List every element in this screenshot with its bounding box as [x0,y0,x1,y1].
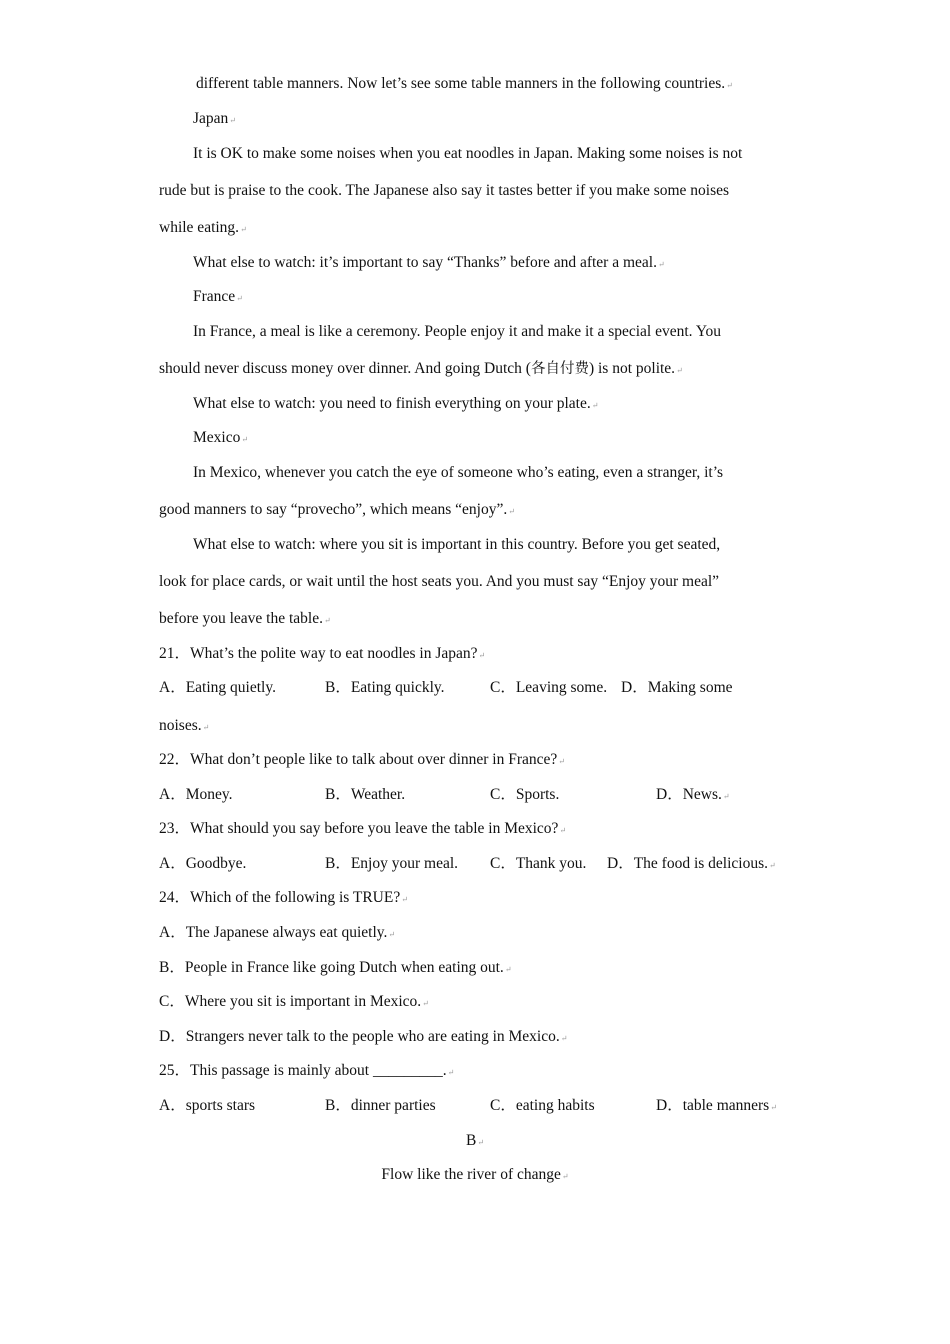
question-21-option-d-wrap: noises.↵ [159,717,210,734]
paragraph-mark: ↵ [560,1034,568,1043]
question-22-stem: 22．What don’t people like to talk about over dinner in France?↵ [159,751,565,768]
paragraph-mark: ↵ [241,435,249,444]
paragraph-mark: ↵ [323,616,331,625]
question-25-option-c[interactable]: C．eating habits [490,1097,595,1114]
paragraph-mark: ↵ [202,723,210,732]
question-24-option-b[interactable]: B．People in France like going Dutch when eating out.↵ [159,959,512,976]
paragraph-mark: ↵ [726,81,733,90]
paragraph-mark: ↵ [240,225,247,234]
japan-watch: What else to watch: it’s important to say “Thanks” before and after a meal.↵ [193,254,665,271]
paragraph-mark: ↵ [508,507,515,516]
section-b-title: Flow like the river of change↵ [381,1166,569,1183]
paragraph-mark: ↵ [591,401,599,410]
paragraph-mark: ↵ [769,861,776,870]
section-b-label: B↵ [465,1132,485,1149]
question-23-option-c[interactable]: C．Thank you. [490,855,587,872]
question-21-option-d[interactable]: D．Making some [621,679,733,696]
question-21-stem: 21．What’s the polite way to eat noodles in Japan?↵ [159,645,486,662]
passage-intro-tail: different table manners. Now let’s see some table manners in the following countries.↵ [196,75,733,92]
paragraph-mark: ↵ [447,1068,455,1077]
paragraph-mark: ↵ [401,895,408,904]
paragraph-mark: ↵ [236,294,243,303]
paragraph-mark: ↵ [504,965,512,974]
paragraph-mark: ↵ [770,1103,777,1112]
question-24-option-a[interactable]: A．The Japanese always eat quietly.↵ [159,924,396,941]
question-24-stem: 24．Which of the following is TRUE?↵ [159,889,408,906]
paragraph-mark: ↵ [657,260,665,269]
question-21-option-a[interactable]: A．Eating quietly. [159,679,276,696]
question-23-option-a[interactable]: A．Goodbye. [159,855,247,872]
paragraph-mark: ↵ [477,1138,485,1147]
question-23-option-b[interactable]: B．Enjoy your meal. [325,855,459,872]
japan-paragraph-line-3: while eating.↵ [159,219,247,236]
japan-paragraph-line-1: It is OK to make some noises when you eat noodles in Japan. Making some noises is not [193,145,743,162]
france-paragraph-line-1: In France, a meal is like a ceremony. People enjoy it and make it a special event. You [193,323,721,340]
mexico-watch-line-3: before you leave the table.↵ [159,610,331,627]
japan-paragraph-line-2: rude but is praise to the cook. The Japanese also say it tastes better if you make some noises [159,182,730,199]
france-watch: What else to watch: you need to finish everything on your plate.↵ [193,395,599,412]
question-25-option-d[interactable]: D．table manners↵ [656,1097,777,1114]
heading-japan: Japan↵ [193,110,236,127]
paragraph-mark: ↵ [722,792,730,801]
question-22-option-b[interactable]: B．Weather. [325,786,406,803]
question-22-option-c[interactable]: C．Sports. [490,786,560,803]
france-paragraph-line-2: should never discuss money over dinner. And going Dutch (各自付费) is not polite.↵ [159,360,683,377]
paragraph-mark: ↵ [561,1172,569,1181]
question-23-option-d[interactable]: D．The food is delicious.↵ [607,855,776,872]
paragraph-mark: ↵ [229,116,236,125]
paragraph-mark: ↵ [422,999,429,1008]
mexico-watch-line-2: look for place cards, or wait until the host seats you. And you must say “Enjoy your meal” [159,573,720,590]
heading-france: France↵ [193,288,243,305]
question-24-option-d[interactable]: D．Strangers never talk to the people who are eating in Mexico.↵ [159,1028,568,1045]
paragraph-mark: ↵ [558,757,565,766]
question-25-option-b[interactable]: B．dinner parties [325,1097,436,1114]
question-22-option-d[interactable]: D．News.↵ [656,786,730,803]
paragraph-mark: ↵ [676,366,683,375]
question-25-stem: 25．This passage is mainly about _________.↵ [159,1062,455,1079]
mexico-paragraph-line-2: good manners to say “provecho”, which means “enjoy”.↵ [159,501,515,518]
question-23-stem: 23．What should you say before you leave the table in Mexico?↵ [159,820,567,837]
mexico-paragraph-line-1: In Mexico, whenever you catch the eye of someone who’s eating, even a stranger, it’s [193,464,724,481]
question-21-option-b[interactable]: B．Eating quickly. [325,679,445,696]
paragraph-mark: ↵ [388,930,396,939]
heading-mexico: Mexico↵ [193,429,249,446]
chinese-gloss: 各自付费 [530,361,589,377]
paragraph-mark: ↵ [559,826,567,835]
question-25-option-a[interactable]: A．sports stars [159,1097,256,1114]
paragraph-mark: ↵ [478,651,486,660]
mexico-watch-line-1: What else to watch: where you sit is important in this country. Before you get seated, [193,536,721,553]
question-22-option-a[interactable]: A．Money. [159,786,233,803]
question-24-option-c[interactable]: C．Where you sit is important in Mexico.↵ [159,993,429,1010]
question-21-option-c[interactable]: C．Leaving some. [490,679,608,696]
